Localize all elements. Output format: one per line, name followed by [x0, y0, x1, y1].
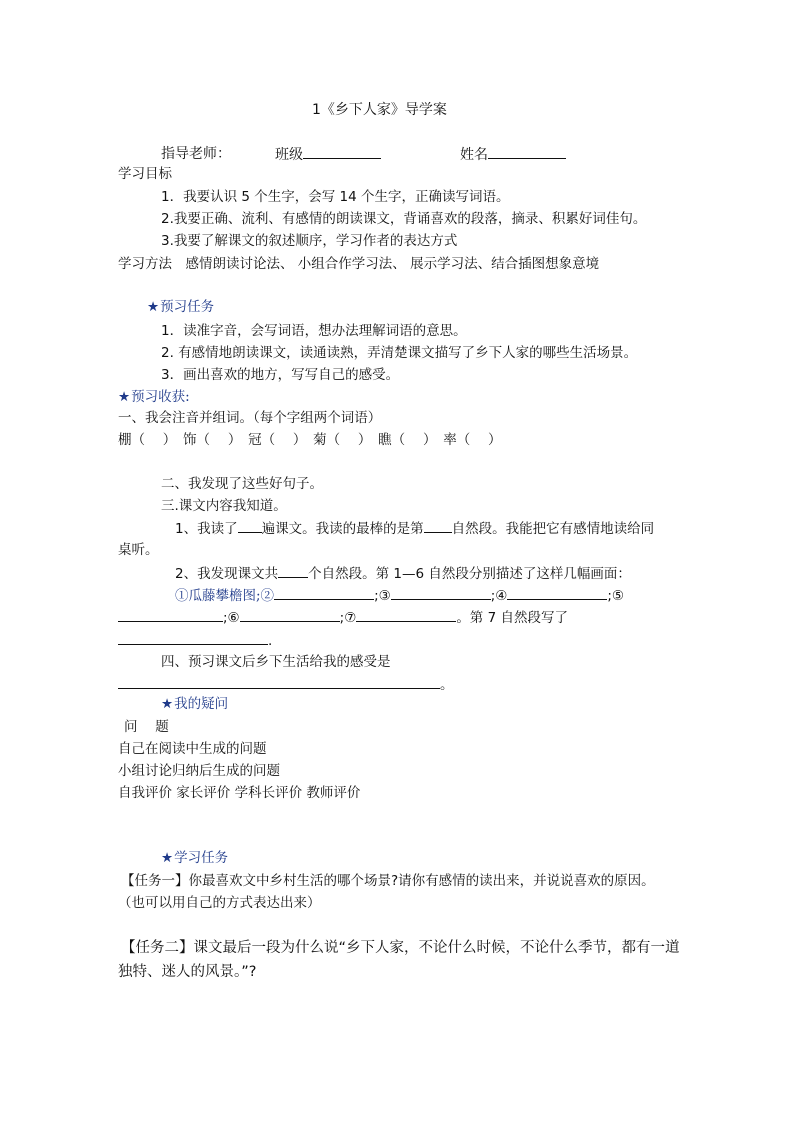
task2-text-cont: 独特、迷人的风景。”? [118, 964, 257, 980]
scene-4-blank[interactable] [507, 585, 607, 600]
questions-column: 问 题 [124, 719, 169, 735]
gain-q2 [175, 563, 631, 584]
q2-text-b: 个自然段。第 1—6 自然段分别描述了这样几幅画面： [308, 566, 631, 582]
scene-4-label: ;④ [490, 588, 508, 604]
gain-part2: 二、我发现了这些好句子。 [161, 476, 323, 492]
scene-3-blank[interactable] [391, 585, 491, 600]
scene-line-1 [175, 585, 624, 606]
preview-task-item: 3．画出喜欢的地方，写写自己的感受。 [161, 367, 400, 383]
preview-gain-heading [118, 387, 190, 407]
gain-part4: 四、预习课文后乡下生活给我的感受是 [161, 654, 391, 670]
gain-chars: 棚（ ） 饰（ ） 冠（ ） 菊（ ） 瞧（ ） 率（ ） [118, 432, 502, 448]
scene-6-blank[interactable] [240, 607, 340, 622]
class-blank[interactable] [303, 144, 381, 159]
gain-part1: 一、我会注音并组词。（每个字组两个词语） [118, 410, 382, 426]
scene-5-blank[interactable] [118, 607, 223, 622]
learning-methods: 学习方法 感情朗读讨论法、 小组合作学习法、 展示学习法、结合插图想象意境 [118, 256, 600, 272]
line-end-dot: . [268, 633, 273, 649]
feeling-line [118, 674, 454, 695]
header-teacher: 指导老师： [161, 146, 231, 162]
task1-text-cont: （也可以用自己的方式表达出来） [118, 895, 321, 911]
scene-line-2 [118, 607, 568, 628]
goal-item: 3.我要了解课文的叙述顺序，学习作者的表达方式 [161, 233, 458, 249]
questions-row-self: 自己在阅读中生成的问题 [118, 741, 267, 757]
scene-7-blank[interactable] [356, 607, 456, 622]
questions-label: 我的疑问 [174, 696, 229, 712]
task2-text: 【任务二】课文最后一段为什么说“乡下人家，不论什么时候，不论什么季节，都有一道 [121, 940, 680, 956]
paragraph-7-blank[interactable] [118, 630, 268, 645]
header-class-label: 班级 [275, 147, 303, 163]
learning-task-heading [161, 848, 228, 868]
q1-text-c: 自然段。我能把它有感情地读给同 [451, 521, 655, 537]
scene-7-label: ;⑦ [339, 610, 357, 626]
name-blank[interactable] [488, 144, 566, 159]
scene-3-label: ;③ [374, 588, 391, 604]
goal-item: 2.我要正确、流利、有感情的朗读课文，背诵喜欢的段落，摘录、积累好词佳句。 [161, 211, 647, 227]
star-icon: ★ [147, 299, 160, 315]
q1-text-a: 1、我读了 [175, 521, 238, 537]
preview-task-label: 预习任务 [160, 299, 215, 315]
gain-q1 [175, 518, 654, 539]
preview-task-item: 1．读准字音，会写词语，想办法理解词语的意思。 [161, 323, 467, 339]
goal-item: 1．我要认识 5 个生字，会写 14 个生字，正确读写词语。 [161, 189, 510, 205]
task1-text: 【任务一】你最喜欢文中乡村生活的哪个场景?请你有感情的读出来，并说说喜欢的原因。 [121, 873, 655, 889]
paragraph-7-text: 。第 7 自然段写了 [456, 610, 568, 626]
best-paragraph-blank[interactable] [424, 518, 452, 533]
scene-line-3 [118, 630, 272, 651]
star-icon: ★ [161, 696, 174, 712]
header-name [460, 144, 566, 165]
feeling-blank[interactable] [118, 674, 440, 689]
header-class [275, 144, 381, 165]
evaluation-row: 自我评价 家长评价 学科长评价 教师评价 [118, 785, 361, 801]
preview-gain-label: 预习收获: [131, 389, 190, 405]
questions-row-group: 小组讨论归纳后生成的问题 [118, 763, 280, 779]
scene-2-blank[interactable] [274, 585, 374, 600]
paragraph-count-blank[interactable] [278, 563, 308, 578]
learning-task-label: 学习任务 [174, 850, 229, 866]
q2-text-a: 2、我发现课文共 [175, 566, 279, 582]
read-times-blank[interactable] [238, 518, 262, 533]
header-name-label: 姓名 [460, 147, 488, 163]
goals-heading: 学习目标 [118, 166, 172, 182]
gain-part3: 三.课文内容我知道。 [161, 498, 287, 514]
scene-5-label: ;⑤ [607, 588, 625, 604]
star-icon: ★ [161, 850, 174, 866]
questions-heading [161, 694, 228, 714]
preview-task-item: 2. 有感情地朗读课文，读通读熟，弄清楚课文描写了乡下人家的哪些生活场景。 [161, 345, 638, 361]
q1-text-b: 遍课文。我读的最棒的是第 [261, 521, 424, 537]
scene-1: ①瓜藤攀檐图;② [175, 588, 275, 604]
scene-6-label: ;⑥ [223, 610, 240, 626]
gain-q1-cont: 桌听。 [118, 542, 159, 558]
feeling-end: 。 [440, 677, 454, 693]
star-icon: ★ [118, 389, 131, 405]
preview-task-heading [147, 297, 214, 317]
document-title: 1《乡下人家》导学案 [312, 102, 447, 118]
